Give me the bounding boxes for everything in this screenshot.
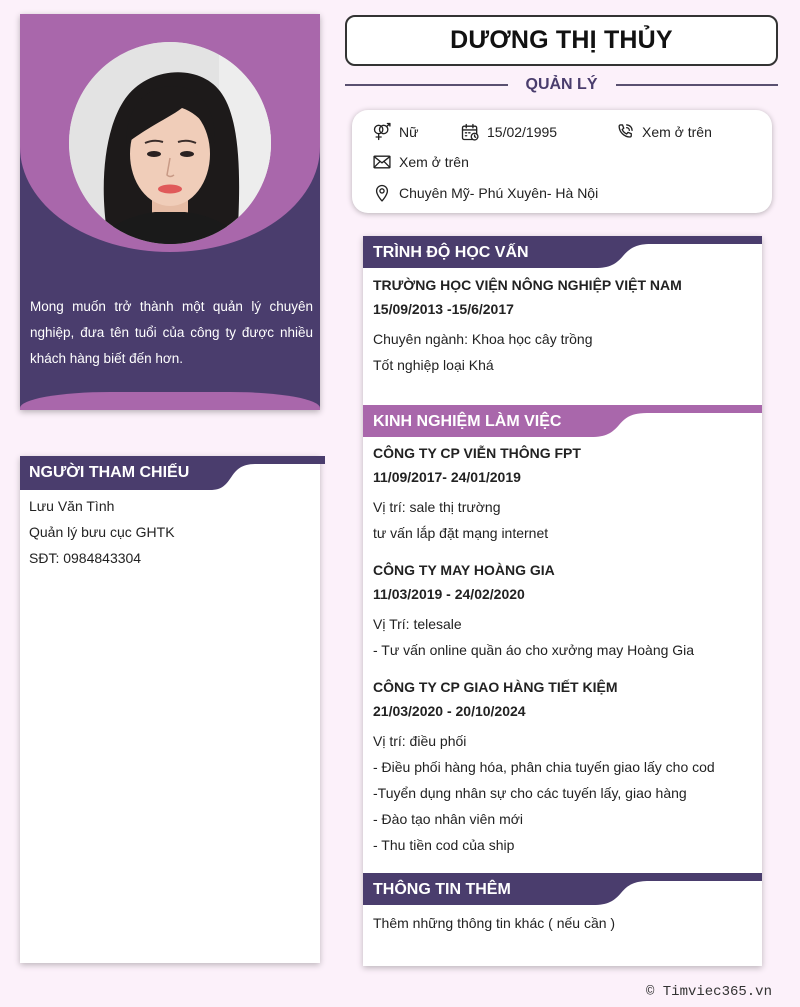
job-period: 11/09/2017- 24/01/2019 [373,469,521,485]
profile-summary-panel [20,14,320,410]
envelope-icon [372,152,392,172]
phone-value: Xem ở trên [642,124,712,140]
additional-info-text: Thêm những thông tin khác ( nếu cần ) [373,915,616,931]
contact-phone [615,122,712,142]
job-period: 11/03/2019 - 24/02/2020 [373,586,525,602]
job-detail: - Tư vấn online quần áo cho xưởng may Hoàng Gia [373,642,695,658]
education-title: TRÌNH ĐỘ HỌC VẤN [373,244,529,261]
portrait-image [69,42,271,244]
divider-left [345,84,508,86]
education-section [363,236,762,378]
panel-footer-decoration [20,392,320,410]
job-detail: - Đào tạo nhân viên mới [373,811,524,827]
contact-gender [372,122,418,142]
name-box [345,15,778,66]
copyright-watermark: © Timviec365.vn [645,984,772,1000]
additional-info-title: THÔNG TIN THÊM [373,881,511,898]
education-details [373,326,752,378]
school-name: TRƯỜNG HỌC VIỆN NÔNG NGHIỆP VIỆT NAM [373,277,682,293]
job-detail: -Tuyển dụng nhân sự cho các tuyến lấy, giao hàng [373,785,687,801]
references-header [20,456,320,490]
reference-phone: SĐT: 0984843304 [29,550,142,566]
contact-info-box [352,110,772,213]
references-title: NGƯỜI THAM CHIẾU [29,464,190,481]
birthday-value: 15/02/1995 [487,124,558,140]
additional-info-body [363,905,762,935]
education-entry [363,268,762,378]
additional-info-section [363,873,762,935]
job-details [373,494,752,546]
contact-address [372,183,598,203]
company-name: CÔNG TY CP VIỄN THÔNG FPT [373,445,581,461]
study-period: 15/09/2013 -15/6/2017 [373,301,514,317]
position-title: QUẢN LÝ [525,76,598,93]
reference-role: Quản lý bưu cục GHTK [29,524,175,540]
job-detail: Vị trí: sale thị trường [373,499,501,515]
position-row [345,74,778,96]
education-header [363,236,762,268]
job-detail: tư vấn lắp đặt mạng internet [373,525,549,541]
references-section [20,456,320,963]
job-detail: Vị trí: điều phối [373,733,467,749]
gender-value: Nữ [399,124,419,140]
contact-email [372,152,469,172]
references-body [20,490,320,571]
divider-right [616,84,779,86]
experience-list [363,437,762,858]
experience-section [363,405,762,858]
experience-header [363,405,762,437]
education-detail: Tốt nghiệp loại Khá [373,357,494,373]
job-details [373,728,752,858]
resume-main-card [363,236,762,966]
job-period: 21/03/2020 - 20/10/2024 [373,703,526,719]
gender-icon [372,122,392,142]
job-detail: Vị Trí: telesale [373,616,462,632]
experience-title: KINH NGHIỆM LÀM VIỆC [373,413,562,430]
job-entry [373,441,752,546]
candidate-name: DƯƠNG THỊ THỦY [450,26,673,54]
job-entry [373,558,752,663]
email-value: Xem ở trên [399,154,469,170]
company-name: CÔNG TY MAY HOÀNG GIA [373,562,555,578]
education-detail: Chuyên ngành: Khoa học cây trồng [373,331,593,347]
job-detail: - Thu tiền cod của ship [373,837,515,853]
calendar-icon [460,122,480,142]
additional-info-header [363,873,762,905]
location-pin-icon [372,183,392,203]
company-name: CÔNG TY CP GIAO HÀNG TIẾT KIỆM [373,679,618,695]
profile-photo [69,42,271,244]
phone-icon [615,122,635,142]
job-details [373,611,752,663]
reference-name: Lưu Văn Tình [29,498,115,514]
contact-birthday [460,122,557,142]
career-objective: Mong muốn trở thành một quản lý chuyên nghiệp, đưa tên tuổi của công ty được nhiều khách hàng biết đến hơn. [30,299,313,366]
job-detail: - Điều phối hàng hóa, phân chia tuyến giao lấy cho cod [373,759,715,775]
address-value: Chuyên Mỹ- Phú Xuyên- Hà Nội [399,185,599,201]
job-entry [373,675,752,858]
